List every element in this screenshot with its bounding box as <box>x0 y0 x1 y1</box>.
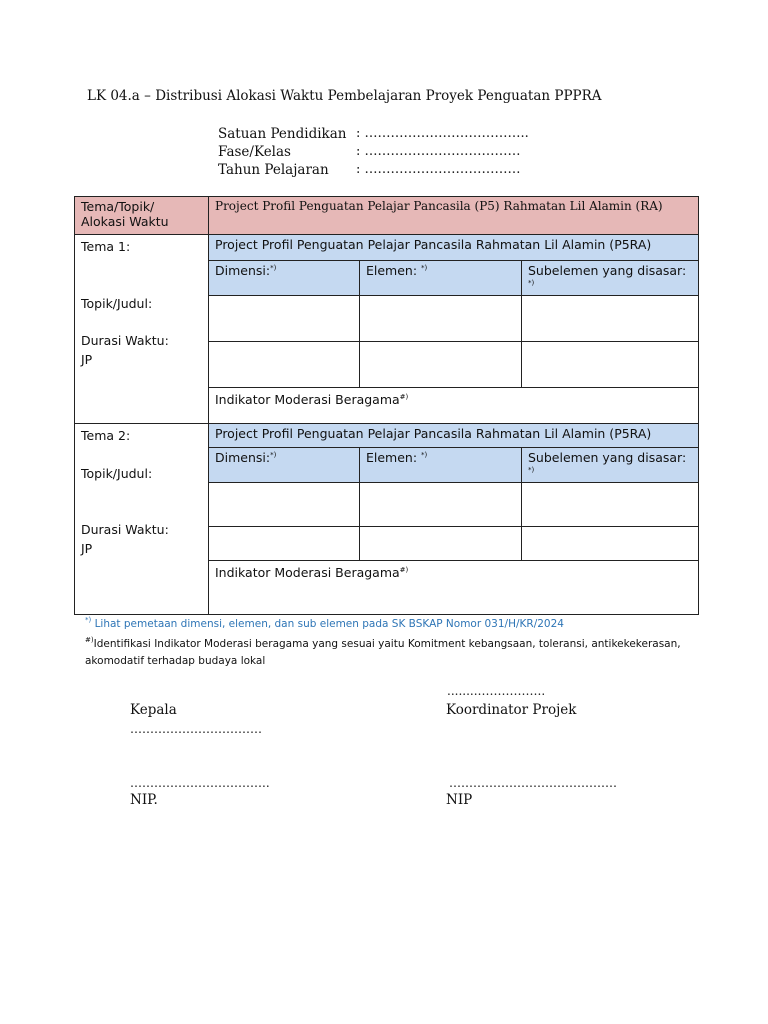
tema2-elemen-input-2[interactable] <box>360 527 522 561</box>
tema1-dimensi-header <box>209 261 360 296</box>
footnote-hash <box>85 632 685 670</box>
tema2-dimensi-input-1[interactable] <box>209 483 360 527</box>
document-title: LK 04.a – Distribusi Alokasi Waktu Pembelajaran Proyek Penguatan PPPRA <box>87 88 602 104</box>
meta-label-tahun: Tahun Pelajaran <box>218 162 329 178</box>
tema2-subelemen-label: Subelemen yang disasar: <box>528 450 687 465</box>
tema2-elemen-mark: *) <box>421 451 428 459</box>
tema1-elemen-input-1[interactable] <box>360 296 522 342</box>
tema2-indikator-label: Indikator Moderasi Beragama <box>215 565 400 580</box>
tema1-indikator-label: Indikator Moderasi Beragama <box>215 392 400 407</box>
footnote-star-text: Lihat pemetaan dimensi, elemen, dan sub elemen pada SK BSKAP Nomor 031/H/KR/2024 <box>91 618 564 630</box>
header-left-line1: Tema/Topik/ <box>81 199 155 214</box>
signature-left-name-dots: …………………………….. <box>130 776 270 790</box>
tema1-elemen-label: Elemen: <box>366 263 422 278</box>
meta-value-satuan: : ……………………………….. <box>356 126 529 141</box>
tema1-subelemen-label: Subelemen yang disasar: <box>528 263 687 278</box>
tema1-elemen-input-2[interactable] <box>360 342 522 388</box>
tema2-label: Tema 2: <box>81 428 131 443</box>
tema1-subelemen-header <box>522 261 699 296</box>
signature-left-title: Kepala <box>130 702 177 718</box>
tema1-jp-label: JP <box>81 352 93 367</box>
signature-right-title: Koordinator Projek <box>446 702 577 718</box>
tema2-cell <box>75 424 209 615</box>
tema2-project-cell: Project Profil Penguatan Pelajar Pancasila Rahmatan Lil Alamin (P5RA) <box>209 424 699 448</box>
tema2-indikator-mark: #) <box>399 566 409 574</box>
tema1-indikator-mark: #) <box>399 393 409 401</box>
tema2-jp-label: JP <box>81 541 93 556</box>
tema2-elemen-label: Elemen: <box>366 450 422 465</box>
meta-label-satuan: Satuan Pendidikan <box>218 126 347 142</box>
footnote-star <box>85 616 564 630</box>
tema1-dimensi-label: Dimensi: <box>215 263 271 278</box>
tema2-topik-label: Topik/Judul: <box>81 466 153 481</box>
tema2-dimensi-label: Dimensi: <box>215 450 271 465</box>
tema1-cell <box>75 235 209 424</box>
header-right-cell: Project Profil Penguatan Pelajar Pancasila (P5) Rahmatan Lil Alamin (RA) <box>209 197 699 235</box>
tema2-subelemen-mark: *) <box>528 466 535 474</box>
tema1-durasi-label: Durasi Waktu: <box>81 333 169 348</box>
header-left-line2: Alokasi Waktu <box>81 214 169 229</box>
tema2-dimensi-input-2[interactable] <box>209 527 360 561</box>
tema2-elemen-header <box>360 448 522 483</box>
footnote-hash-mark: #) <box>85 636 94 644</box>
header-left-cell <box>75 197 209 235</box>
tema1-dimensi-input-1[interactable] <box>209 296 360 342</box>
tema2-durasi-label: Durasi Waktu: <box>81 522 169 537</box>
tema2-dimensi-header <box>209 448 360 483</box>
meta-value-tahun: : ……………………………… <box>356 162 521 177</box>
tema2-indikator-cell[interactable] <box>209 561 699 615</box>
tema1-subelemen-input-2[interactable] <box>522 342 699 388</box>
tema1-subelemen-input-1[interactable] <box>522 296 699 342</box>
tema2-elemen-input-1[interactable] <box>360 483 522 527</box>
meta-value-fase: : ……………………………… <box>356 144 521 159</box>
footnote-hash-text: Identifikasi Indikator Moderasi beragama yang sesuai yaitu Komitment kebangsaan, toleransi, antikekekerasan, akomodatif terhadap budaya lokal <box>85 638 681 667</box>
signature-right-name-dots: …………………………………… <box>449 776 617 790</box>
tema1-elemen-mark: *) <box>421 264 428 272</box>
signature-right-top-dots: ........…………….. <box>447 684 546 698</box>
tema2-subelemen-input-2[interactable] <box>522 527 699 561</box>
signature-right-nip: NIP <box>446 792 473 808</box>
tema2-dimensi-mark: *) <box>270 451 277 459</box>
tema2-subelemen-input-1[interactable] <box>522 483 699 527</box>
tema2-subelemen-header <box>522 448 699 483</box>
tema1-indikator-cell[interactable] <box>209 388 699 424</box>
footnote-star-mark: *) <box>85 616 92 624</box>
tema1-label: Tema 1: <box>81 239 131 254</box>
tema1-dimensi-mark: *) <box>270 264 277 272</box>
allocation-table <box>74 196 699 615</box>
tema1-topik-label: Topik/Judul: <box>81 296 153 311</box>
tema1-dimensi-input-2[interactable] <box>209 342 360 388</box>
signature-left-nip: NIP. <box>130 792 158 808</box>
tema1-project-cell: Project Profil Penguatan Pelajar Pancasila Rahmatan Lil Alamin (P5RA) <box>209 235 699 261</box>
meta-label-fase: Fase/Kelas <box>218 144 291 160</box>
tema1-subelemen-mark: *) <box>528 279 535 287</box>
tema1-elemen-header <box>360 261 522 296</box>
signature-left-dots: …………………………… <box>130 722 262 736</box>
